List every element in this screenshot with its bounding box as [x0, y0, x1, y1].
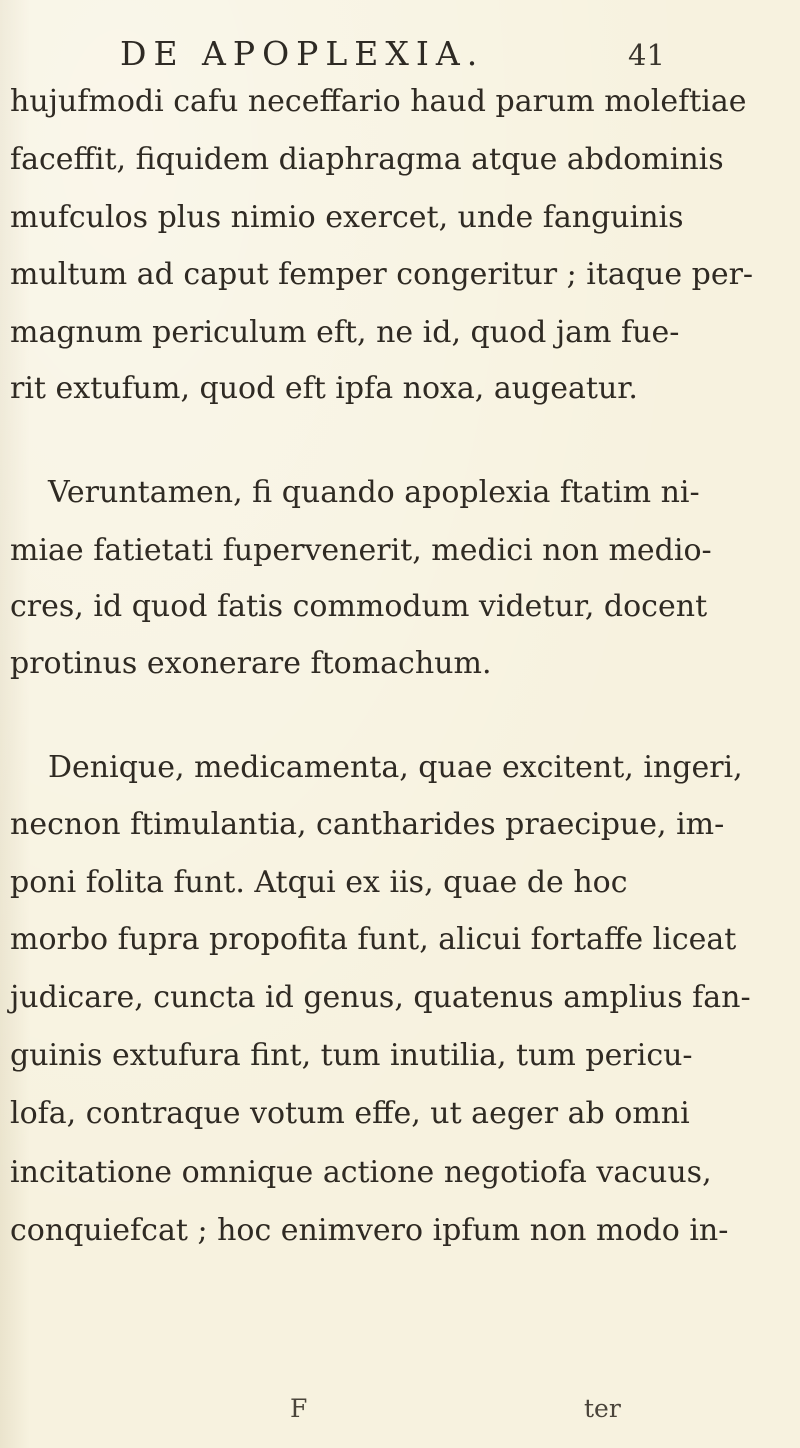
text-line: miae fatietati fupervenerit, medici non medio- — [10, 533, 712, 568]
text-line: Denique, medicamenta, quae excitent, ingeri, — [48, 750, 743, 785]
text-line: lofa, contraque votum effe, ut aeger ab omni — [10, 1096, 690, 1131]
text-line: poni folita funt. Atqui ex iis, quae de hoc — [10, 865, 628, 900]
text-line: guinis extufura fint, tum inutilia, tum pericu- — [10, 1038, 693, 1073]
running-head — [0, 34, 800, 74]
text-line: Veruntamen, fi quando apoplexia ftatim ni- — [48, 475, 700, 510]
running-title: DE APOPLEXIA. — [120, 34, 485, 73]
text-line: hujufmodi cafu neceffario haud parum moleftiae — [10, 84, 747, 119]
text-line: conquiefcat ; hoc enimvero ipfum non modo in- — [10, 1213, 729, 1248]
page-number: 41 — [628, 38, 665, 72]
text-line: necnon ftimulantia, cantharides praecipue, im- — [10, 807, 725, 842]
text-line: magnum periculum eft, ne id, quod jam fue- — [10, 315, 680, 350]
text-line: rit extufum, quod eft ipfa noxa, augeatur. — [10, 371, 638, 406]
text-line: incitatione omnique actione negotiofa vacuus, — [10, 1155, 712, 1190]
text-line: multum ad caput femper congeritur ; itaque per- — [10, 257, 754, 292]
text-line: faceffit, fiquidem diaphragma atque abdominis — [10, 142, 724, 177]
text-line: mufculos plus nimio exercet, unde fanguinis — [10, 200, 684, 235]
text-line: cres, id quod fatis commodum videtur, docent — [10, 589, 708, 624]
text-line: morbo fupra propofita funt, alicui fortaffe liceat — [10, 922, 737, 957]
text-line: protinus exonerare ftomachum. — [10, 646, 492, 681]
catchword: ter — [584, 1394, 621, 1423]
text-line: judicare, cuncta id genus, quatenus amplius fan- — [10, 980, 751, 1015]
signature-mark: F — [290, 1394, 308, 1423]
